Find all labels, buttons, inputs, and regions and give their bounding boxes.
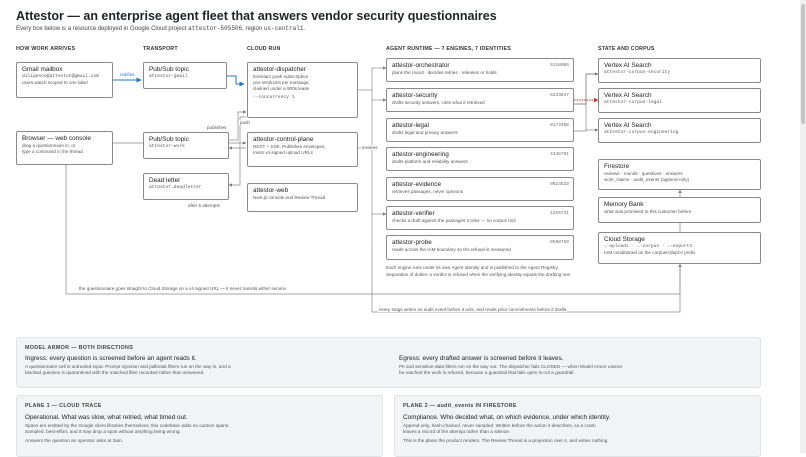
plane1-line1: Spans are emitted by the Google client libraries themselves; this codebase adds no custom spans. (25, 423, 230, 428)
dispatcher-line1: Eventarc push subscription (253, 74, 309, 79)
dispatcher-title: attestor-dispatcher (253, 66, 306, 73)
column-header-work: HOW WORK ARRIVES (16, 46, 76, 52)
agent-desc: drafts platform and reliability answers (392, 159, 468, 164)
agent-title: attestor-engineering (392, 151, 449, 158)
ingress-line2: blocked question is quarantined with the matched filter recorded rather than answered. (25, 370, 205, 376)
pubsub-gmail-box[interactable] (143, 62, 227, 89)
gmail-title: Gmail mailbox (22, 66, 63, 73)
cloud-storage-path: …-uploads · …-corpus · …-exports (604, 244, 693, 249)
column-header-state: STATE AND CORPUS (598, 46, 655, 52)
vertex-security-name: attestor-corpus-security (604, 70, 671, 75)
pubsub-work-box[interactable] (143, 132, 229, 159)
agent-box-0[interactable] (386, 58, 574, 82)
column-header-agents: AGENT RUNTIME — 7 ENGINES, 7 IDENTITIES (386, 46, 511, 52)
vertex-legal-name: attestor-corpus-legal (604, 100, 662, 105)
agents-note-line2: Separation of duties: a verdict is refused when the verifying identity equals the drafting one. (386, 272, 572, 277)
plane1-line2: Sampled, best-effort, and it may drop a span without anything being wrong. (25, 429, 181, 435)
plane2-title: Compliance. Who decided what, on which evidence, under which identity. (403, 414, 611, 421)
scrollbar-thumb[interactable] (801, 4, 805, 124)
gmail-mailbox-box[interactable] (16, 62, 113, 98)
control-title: attestor-control-plane (253, 136, 314, 143)
browser-title: Browser — web console (22, 135, 91, 142)
vertex-legal-box[interactable] (598, 88, 761, 113)
cloud-storage-box[interactable] (598, 232, 761, 264)
plane2-panel (394, 395, 761, 457)
subtitle-mid: , region (242, 26, 264, 32)
dispatcher-concurrency: --concurrency 1 (253, 95, 295, 100)
vertex-security-box[interactable] (598, 58, 761, 83)
browser-console-box[interactable] (16, 131, 113, 165)
column-header-cloudrun: CLOUD RUN (247, 46, 281, 52)
control-line2: mints v4 signed upload URLs (253, 150, 313, 155)
plane2-line3: This is the plane the product renders. The Review Thread is a projection over it, and writes nothing. (403, 437, 609, 443)
page-subtitle (16, 25, 305, 32)
agent-title: attestor-legal (392, 122, 429, 129)
dispatcher-line2: one WorkUnit per message, (253, 80, 310, 85)
firestore-line1: reviews · rounds · questions · answers (604, 171, 683, 176)
agent-desc: drafts legal and privacy answers (392, 130, 458, 135)
plane1-heading: PLANE 1 — CLOUD TRACE (25, 403, 102, 409)
agent-id: 8598759 (550, 240, 569, 245)
agent-title: attestor-verifier (392, 210, 435, 217)
agent-title: attestor-security (392, 92, 438, 99)
edge-label-push: push (240, 120, 250, 125)
deadletter-title: Dead letter (149, 177, 181, 184)
agent-box-2[interactable] (386, 118, 574, 142)
region: us-central1 (263, 25, 304, 32)
plane1-line3: Answers the question an operator asks at 3am. (25, 437, 123, 443)
model-armor-heading: MODEL ARMOR — BOTH DIRECTIONS (25, 345, 134, 351)
agent-id: 6333637 (550, 93, 569, 98)
agents-note-line1: Each engine runs under its own Agent Identity and is published to the Agent Registry. (386, 265, 559, 270)
web-title: attestor-web (253, 187, 289, 194)
memory-bank-line1: what was promised to this customer before (604, 209, 692, 214)
vertical-scrollbar[interactable] (800, 0, 806, 453)
dispatcher-box[interactable] (247, 62, 358, 118)
pubsub-work-name: attestor-work (149, 144, 185, 149)
control-plane-box[interactable] (247, 132, 358, 167)
agent-desc: drafts security answers, cites what it retrieved (392, 100, 485, 105)
agent-id: 9024533 (550, 182, 569, 187)
vertex-legal-title: Vertex AI Search (604, 92, 652, 99)
pubsub-gmail-name: attestor-gmail (149, 74, 188, 79)
agent-id: 8173350 (550, 123, 569, 128)
deadletter-name: attestor.deadletter (149, 185, 202, 190)
plane1-title: Operational. What was slow, what retried, what timed out. (25, 414, 188, 421)
agent-box-5[interactable] (386, 206, 574, 230)
agent-desc: plans the round · decides retries · releases or holds (392, 70, 497, 75)
agent-title: attestor-orchestrator (392, 62, 450, 69)
browser-line1: drag a questionnaire in, or (22, 143, 76, 148)
memory-bank-box[interactable] (598, 197, 761, 223)
egress-line2: be reached the work is refused, because a guardrail that fails open is not a guardrail. (399, 370, 575, 376)
cloud-storage-line1: IAM conditioned on the corpus/<dept>/ prefix (604, 250, 696, 255)
agent-box-1[interactable] (386, 88, 574, 112)
vertex-engineering-title: Vertex AI Search (604, 122, 652, 129)
ingress-title: Ingress: every question is screened before an agent reads it. (25, 355, 197, 362)
deadletter-box[interactable] (143, 173, 229, 200)
agent-desc: checks a draft against the passages it cites — no corpus tool (392, 218, 516, 223)
ingress-line1: A questionnaire cell is untrusted input. Prompt injection and jailbreak filters run on the way in, and a (25, 364, 231, 369)
agent-box-6[interactable] (386, 235, 574, 260)
audit-note: every stage writes an audit event before it acts, and reads prior commitments before it drafts (379, 307, 567, 312)
cloud-storage-title: Cloud Storage (604, 236, 645, 243)
firestore-title: Firestore (604, 163, 630, 170)
pubsub-gmail-title: Pub/Sub topic (149, 66, 189, 73)
agent-box-3[interactable] (386, 147, 574, 171)
agent-box-4[interactable] (386, 177, 574, 201)
page-title: Attestor — an enterprise agent fleet that answers vendor security questionnaires (16, 9, 497, 23)
firestore-line2: work_claims · audit_events (append-only) (604, 177, 690, 182)
agent-id: 1255721 (550, 211, 569, 216)
plane2-heading: PLANE 2 — audit_events IN FIRESTORE (403, 403, 517, 409)
web-line1: Next.js console and Review Thread (253, 195, 326, 200)
firestore-box[interactable] (598, 159, 761, 190)
plane2-line1: Append-only, hash-chained, never sampled. Written before the action it describes, so a crash (403, 423, 596, 428)
plane1-panel (16, 395, 383, 457)
edge-label-invokes: invokes (362, 145, 378, 150)
subtitle-end: . (303, 26, 306, 32)
agent-desc: reads across the IAM boundary so the refusal is measured (392, 247, 511, 252)
gmail-desc: users.watch scoped to one label (22, 80, 88, 85)
memory-bank-title: Memory Bank (604, 201, 644, 208)
egress-title: Egress: every drafted answer is screened before it leaves. (399, 355, 564, 362)
web-box[interactable] (247, 183, 358, 212)
edge-label-notifies: notifies (120, 72, 135, 77)
agent-id: 5116065 (550, 63, 569, 68)
vertex-engineering-name: attestor-corpus-engineering (604, 130, 679, 135)
subtitle-prefix: Every box below is a resource deployed in Google Cloud project (16, 26, 189, 32)
gmail-address: diligence@attestor@gmail.com (22, 74, 100, 79)
vertex-security-title: Vertex AI Search (604, 62, 652, 69)
browser-line2: type a command in the thread (22, 149, 83, 154)
deadletter-after-note: after 5 attempts (188, 203, 220, 208)
agent-id: 4346791 (550, 152, 569, 157)
cloud-storage-note: the questionnaire goes straight to Cloud Storage on a v4 signed URL — it never transits either service (79, 286, 286, 291)
control-line1: REST + SSE. Publishes envelopes, (253, 144, 326, 149)
pubsub-work-title: Pub/Sub topic (149, 136, 189, 143)
vertex-engineering-box[interactable] (598, 118, 761, 143)
agent-desc: retrieves passages, never opinions (392, 189, 463, 194)
agent-title: attestor-probe (392, 239, 432, 246)
dispatcher-line3: claimed under a 900s lease (253, 86, 310, 91)
column-header-transport: TRANSPORT (143, 46, 178, 52)
model-armor-panel (16, 337, 761, 388)
project-id: attestor-505506 (188, 25, 243, 32)
plane2-line2: leaves a record of the attempt rather than a silence. (403, 429, 511, 435)
egress-line1: PII and sensitive-data filters run on the way out. The dispatcher fails CLOSED — when Model Armor cannot (399, 364, 622, 369)
agent-title: attestor-evidence (392, 181, 442, 188)
edge-label-publishes: publishes (207, 125, 227, 130)
